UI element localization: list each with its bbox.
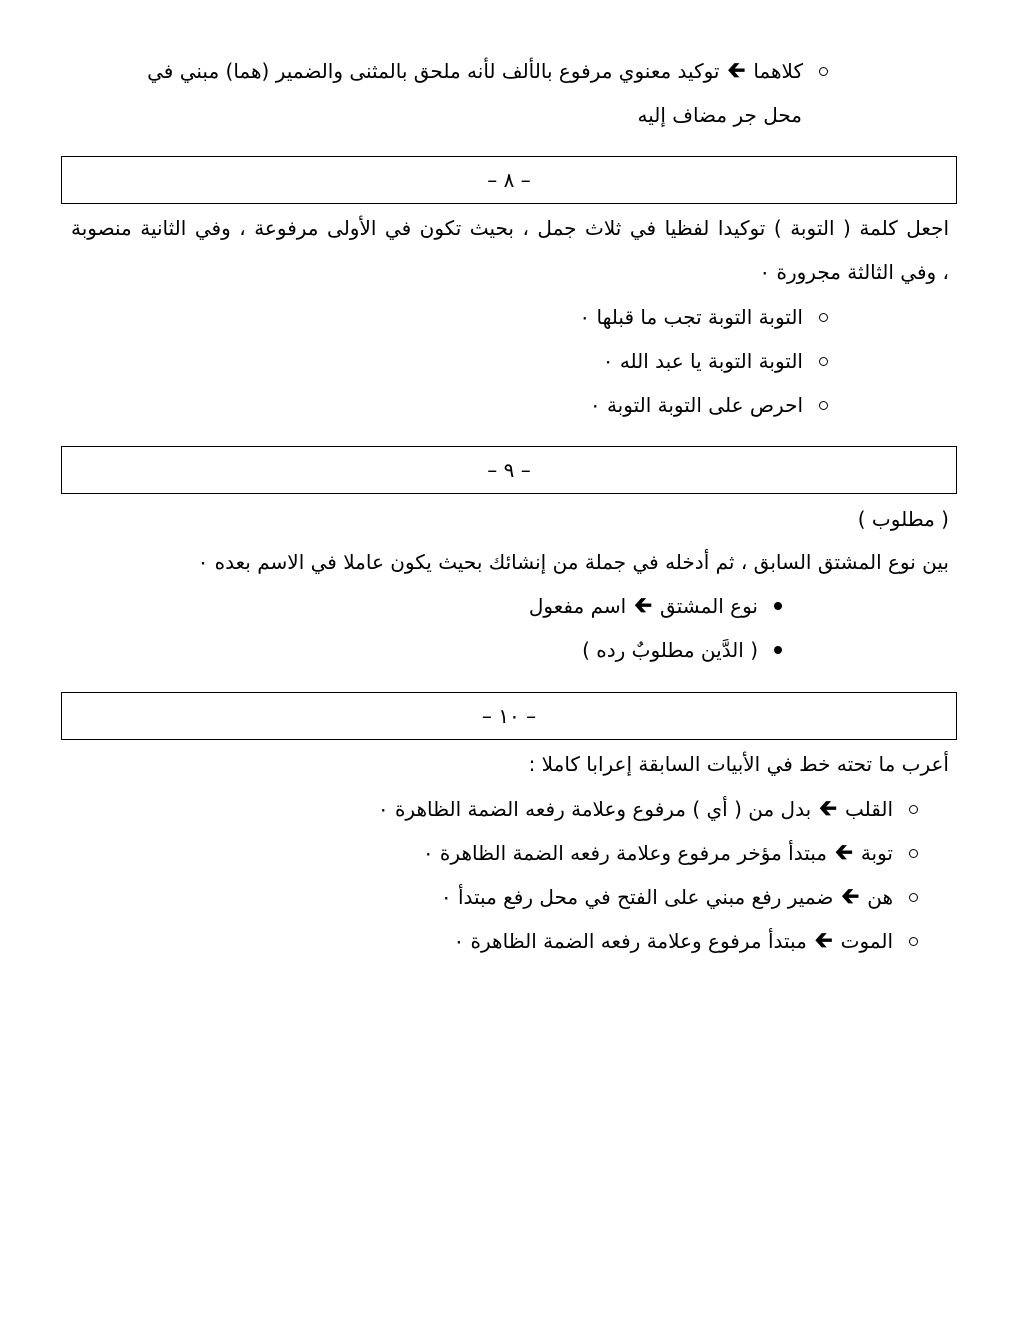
top-item-line2: محل جر مضاف إليه <box>637 103 802 127</box>
left-arrow-icon: 🡰 <box>727 58 746 83</box>
section-10-prompt: أعرب ما تحته خط في الأبيات السابقة إعرابا كاملا : <box>528 752 949 776</box>
disc-bullet-icon <box>774 602 782 610</box>
answer-desc: بدل من ( أي ) مرفوع وعلامة رفعه الضمة الظاهرة ٠ <box>377 797 812 821</box>
circle-bullet-icon <box>909 893 918 902</box>
left-arrow-icon: 🡰 <box>819 796 837 821</box>
section-10-header <box>61 692 957 740</box>
section-8-answer-2 <box>603 347 828 375</box>
section-9-example-item <box>582 636 782 664</box>
section-8-prompt-line2: ، وفي الثالثة مجرورة ٠ <box>759 260 949 284</box>
left-arrow-icon: 🡰 <box>814 928 833 953</box>
section-8-answer-3 <box>590 391 828 419</box>
section-8-prompt-line1: اجعل كلمة ( التوبة ) توكيدا لفظيا في ثلاث جمل ، بحيث تكون في الأولى مرفوعة ، وفي الثانية منصوبة <box>71 216 949 240</box>
section-9-prompt: بين نوع المشتق السابق ، ثم أدخله في جملة من إنشائك بحيث يكون عاملا في الاسم بعده ٠ <box>197 550 949 574</box>
circle-bullet-icon <box>819 67 828 76</box>
circle-bullet-icon <box>819 357 828 366</box>
circle-bullet-icon <box>819 401 828 410</box>
section-10-answer-2 <box>423 839 918 867</box>
section-10-answer-4 <box>453 927 918 955</box>
section-10-answer-3 <box>441 883 918 911</box>
section-9-required: ( مطلوب ) <box>857 507 949 531</box>
section-10-number: – ١٠ – <box>481 704 537 728</box>
answer-desc: مبتدأ مرفوع وعلامة رفعه الضمة الظاهرة ٠ <box>453 929 807 953</box>
left-arrow-icon: 🡰 <box>834 840 853 865</box>
top-item-desc-line1: توكيد معنوي مرفوع بالألف لأنه ملحق بالمثنى والضمير (هما) مبني في <box>147 59 720 83</box>
circle-bullet-icon <box>909 849 918 858</box>
disc-bullet-icon <box>774 646 782 654</box>
top-item-term: كلاهما <box>753 59 803 83</box>
section-8-number: – ٨ – <box>487 168 531 192</box>
section-10-answer-1 <box>378 795 918 823</box>
section-8-header <box>61 156 957 204</box>
section-9-header <box>61 446 957 494</box>
type-value: اسم مفعول <box>528 594 627 618</box>
answer-desc: مبتدأ مؤخر مرفوع وعلامة رفعه الضمة الظاهرة ٠ <box>422 841 827 865</box>
type-label: نوع المشتق <box>660 594 758 618</box>
example-text: ( الدَّين مطلوبٌ رده ) <box>582 638 758 662</box>
answer-term: توبة <box>860 841 893 865</box>
circle-bullet-icon <box>909 805 918 814</box>
top-item-line1 <box>147 57 828 85</box>
answer-term: القلب <box>844 797 893 821</box>
left-arrow-icon: 🡰 <box>841 884 860 909</box>
circle-bullet-icon <box>909 937 918 946</box>
section-8-answer-1 <box>579 303 828 331</box>
circle-bullet-icon <box>819 313 828 322</box>
answer-text: احرص على التوبة التوبة ٠ <box>589 393 803 417</box>
section-9-type-item <box>529 592 782 620</box>
answer-desc: ضمير رفع مبني على الفتح في محل رفع مبتدأ ٠ <box>440 885 834 909</box>
answer-text: التوبة التوبة يا عبد الله ٠ <box>602 349 803 373</box>
section-9-number: – ٩ – <box>487 458 531 482</box>
answer-term: هن <box>867 885 893 909</box>
answer-term: الموت <box>840 929 893 953</box>
answer-text: التوبة التوبة تجب ما قبلها ٠ <box>579 305 803 329</box>
left-arrow-icon: 🡰 <box>634 593 653 618</box>
